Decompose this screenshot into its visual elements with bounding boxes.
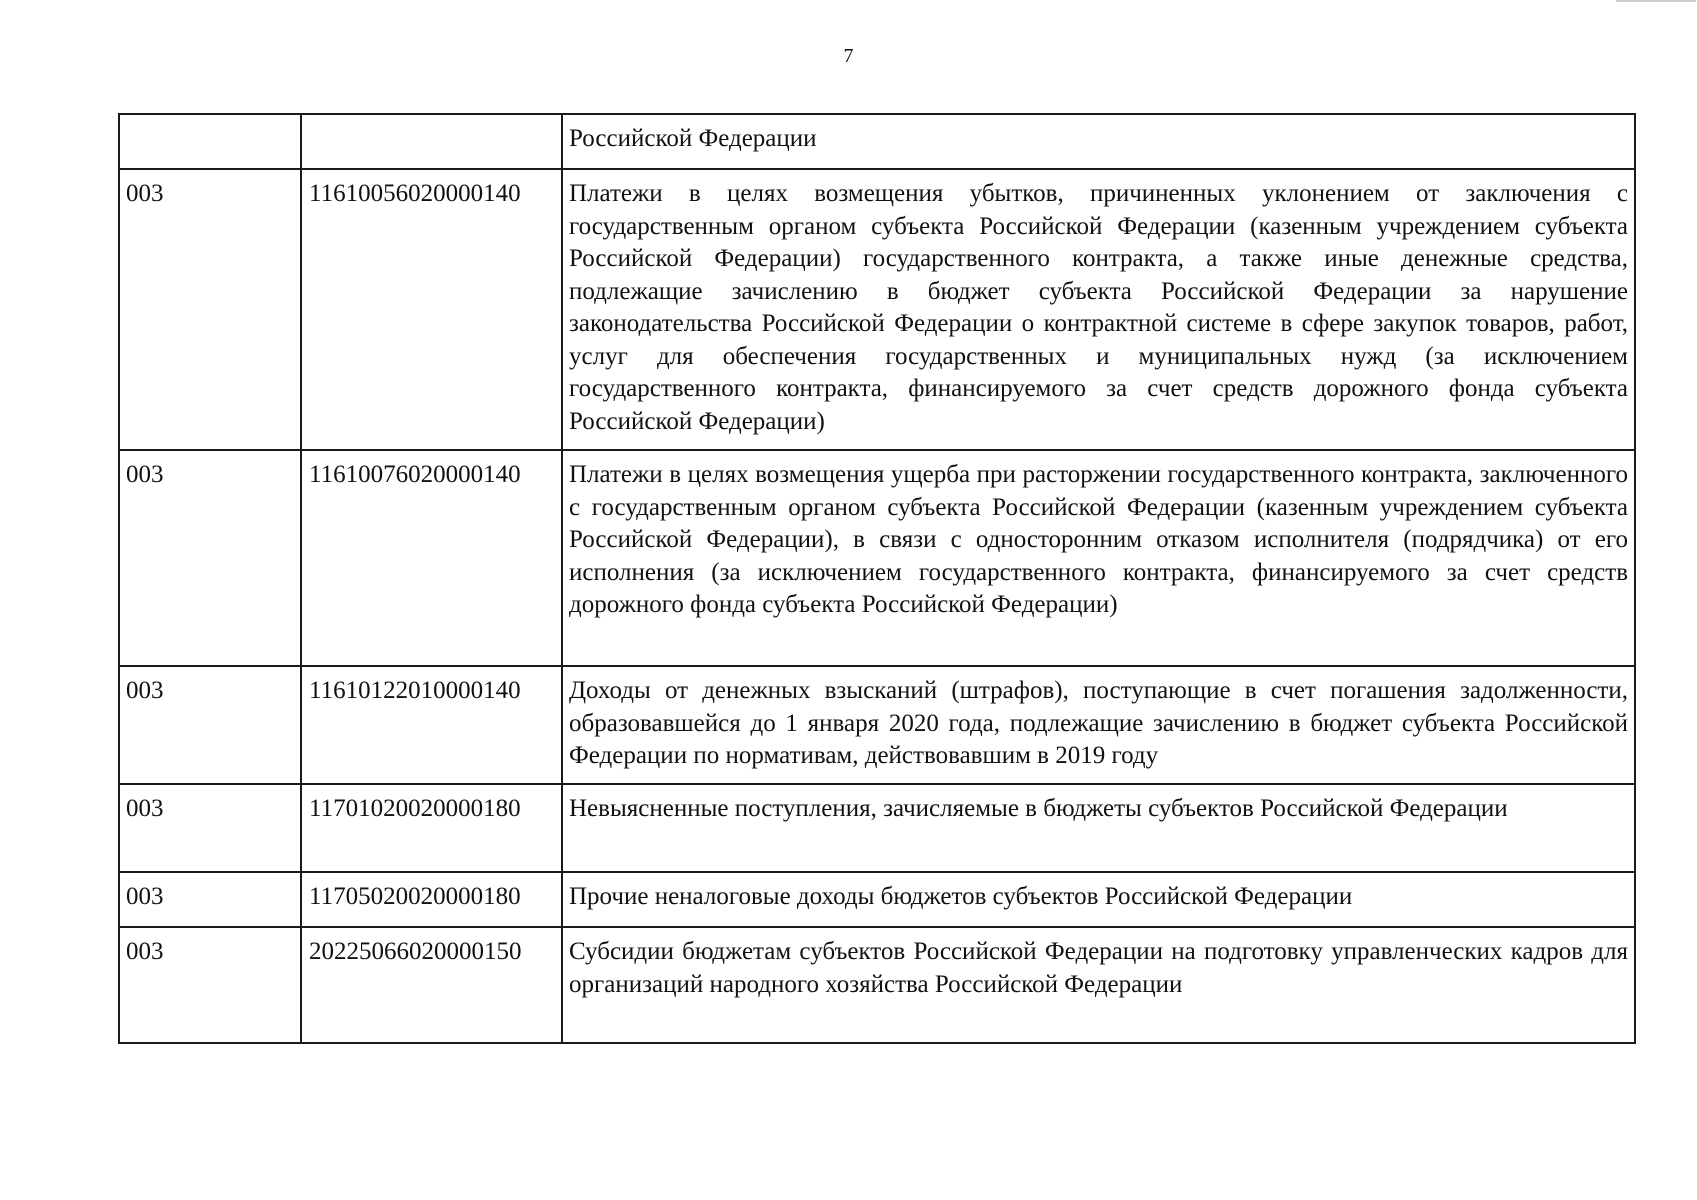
admin-code-cell: 003 xyxy=(119,666,301,784)
table-row xyxy=(119,666,1635,784)
description-cell: Невыясненные поступления, зачисляемые в бюджеты субъектов Российской Федерации xyxy=(562,784,1635,872)
description-cell: Доходы от денежных взысканий (штрафов), поступающие в счет погашения задолженности, образовавшейся до 1 января 2020 года, подлежащие зачислению в бюджет субъекта Российской Федерации по нормативам, действовавшим в 2019 году xyxy=(562,666,1635,784)
admin-code-cell: 003 xyxy=(119,169,301,450)
budget-code-cell: 11705020020000180 xyxy=(301,872,562,927)
table-row xyxy=(119,450,1635,666)
scan-mark xyxy=(1616,0,1696,2)
description-cell: Платежи в целях возмещения убытков, причиненных уклонением от заключения с государственным органом субъекта Российской Федерации (казенным учреждением субъекта Российской Федерации) государственного контракта, а также иные денежные средства, подлежащие зачислению в бюджет субъекта Российской Федерации за нарушение законодательства Российской Федерации о контрактной системе в сфере закупок товаров, работ, услуг для обеспечения государственных и муниципальных нужд (за исключением государственного контракта, финансируемого за счет средств дорожного фонда субъекта Российской Федерации) xyxy=(562,169,1635,450)
table-row xyxy=(119,114,1635,169)
budget-code-cell: 11701020020000180 xyxy=(301,784,562,872)
revenue-code-table xyxy=(118,113,1636,1044)
description-cell: Российской Федерации xyxy=(562,114,1635,169)
budget-code-cell: 11610122010000140 xyxy=(301,666,562,784)
admin-code-cell: 003 xyxy=(119,872,301,927)
description-cell: Платежи в целях возмещения ущерба при расторжении государственного контракта, заключенного с государственным органом субъекта Российской Федерации (казенным учреждением субъекта Российской Федерации), в связи с односторонним отказом исполнителя (подрядчика) от его исполнения (за исключением государственного контракта, финансируемого за счет средств дорожного фонда субъекта Российской Федерации) xyxy=(562,450,1635,666)
admin-code-cell: 003 xyxy=(119,784,301,872)
budget-code-cell: 11610056020000140 xyxy=(301,169,562,450)
budget-code-cell: 20225066020000150 xyxy=(301,927,562,1043)
description-cell: Субсидии бюджетам субъектов Российской Федерации на подготовку управленческих кадров для организаций народного хозяйства Российской Федерации xyxy=(562,927,1635,1043)
admin-code-cell: 003 xyxy=(119,927,301,1043)
admin-code-cell: 003 xyxy=(119,450,301,666)
table-row xyxy=(119,872,1635,927)
table-row xyxy=(119,927,1635,1043)
budget-code-cell xyxy=(301,114,562,169)
admin-code-cell xyxy=(119,114,301,169)
description-cell: Прочие неналоговые доходы бюджетов субъектов Российской Федерации xyxy=(562,872,1635,927)
page-number: 7 xyxy=(843,45,854,67)
table-row xyxy=(119,784,1635,872)
table-row xyxy=(119,169,1635,450)
budget-code-cell: 11610076020000140 xyxy=(301,450,562,666)
